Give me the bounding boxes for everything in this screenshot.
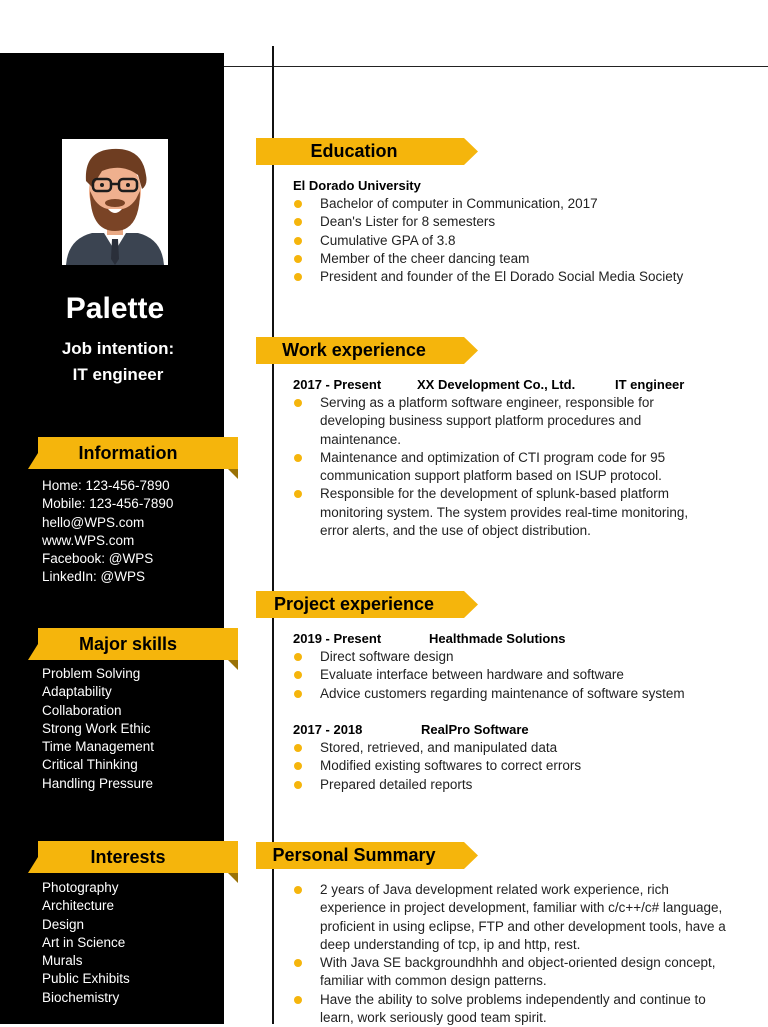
- work-list: [293, 394, 717, 540]
- project-item: Evaluate interface between hardware and software: [320, 667, 624, 683]
- information-list: [42, 477, 173, 587]
- work-role: IT engineer: [615, 377, 685, 392]
- summary-header: [256, 842, 478, 869]
- work-title: Work experience: [282, 340, 426, 360]
- work-period: 2017 - Present: [293, 377, 382, 392]
- skill-item: Strong Work Ethic: [42, 720, 151, 736]
- info-mobile-phone: Mobile: 123-456-7890: [42, 496, 174, 512]
- list-item: [293, 485, 717, 540]
- skills-title: Major skills: [78, 634, 178, 654]
- list-item: [293, 394, 717, 449]
- interests-list: [42, 879, 130, 1007]
- list-item: [293, 648, 733, 666]
- list-item: [293, 776, 733, 794]
- interest-item: Design: [42, 916, 85, 932]
- work-company: XX Development Co., Ltd.: [417, 377, 576, 392]
- project2-list: [293, 739, 733, 794]
- education-item: Bachelor of computer in Communication, 2017: [320, 196, 598, 211]
- education-school: El Dorado University: [293, 178, 421, 193]
- project-item: Advice customers regarding maintenance of software system: [320, 685, 685, 701]
- education-title: Education: [310, 141, 398, 161]
- list-item: [293, 757, 733, 775]
- bullet-icon: [294, 218, 302, 226]
- sidebar: [0, 53, 224, 1024]
- project2-period: 2017 - 2018: [293, 722, 363, 737]
- list-item: [293, 666, 733, 684]
- bullet-icon: [294, 671, 302, 679]
- work-header: [256, 337, 478, 364]
- bullet-icon: [294, 959, 302, 967]
- skill-item: Handling Pressure: [42, 775, 154, 791]
- list-item: [293, 213, 733, 231]
- list-item: [293, 954, 733, 991]
- bullet-icon: [294, 454, 302, 462]
- bullet-icon: [294, 744, 302, 752]
- project1-list: [293, 648, 733, 703]
- info-home-phone: Home: 123-456-7890: [42, 478, 170, 493]
- list-item: [293, 232, 733, 250]
- timeline-line: [272, 46, 274, 1024]
- info-facebook: Facebook: @WPS: [42, 551, 154, 567]
- project-item: Prepared detailed reports: [320, 776, 473, 792]
- bullet-icon: [294, 762, 302, 770]
- work-item: Maintenance and optimization of CTI program code for 95 communication support platform based on ISUP protocol.: [320, 449, 666, 484]
- skill-item: Collaboration: [42, 702, 122, 718]
- project2-company: RealPro Software: [421, 722, 529, 737]
- interest-item: Murals: [42, 953, 83, 969]
- list-item: [293, 881, 733, 954]
- bullet-icon: [294, 399, 302, 407]
- interest-item: Photography: [42, 880, 119, 895]
- interest-item: Art in Science: [42, 934, 126, 950]
- interest-item: Public Exhibits: [42, 971, 130, 987]
- job-intention-value: IT engineer: [72, 365, 164, 384]
- education-item: President and founder of the El Dorado Social Media Society: [320, 269, 684, 285]
- skill-item: Problem Solving: [42, 666, 141, 681]
- education-item: Member of the cheer dancing team: [320, 250, 530, 266]
- bullet-icon: [294, 653, 302, 661]
- list-item: [293, 449, 717, 486]
- bullet-icon: [294, 996, 302, 1004]
- bullet-icon: [294, 273, 302, 281]
- project1-company: Healthmade Solutions: [429, 631, 566, 646]
- top-divider: [224, 66, 768, 67]
- list-item: [293, 739, 733, 757]
- projects-title: Project experience: [273, 594, 435, 614]
- work-item: Serving as a platform software engineer, responsible for developing business support platform procedures and maintenance.: [320, 395, 654, 447]
- list-item: [293, 991, 733, 1027]
- list-item: [293, 250, 733, 268]
- project-item: Direct software design: [320, 649, 454, 664]
- interest-item: Architecture: [42, 898, 115, 914]
- education-list: [293, 195, 733, 286]
- bullet-icon: [294, 886, 302, 894]
- info-email: hello@WPS.com: [42, 514, 145, 530]
- bullet-icon: [294, 237, 302, 245]
- summary-title: Personal Summary: [272, 845, 436, 865]
- bullet-icon: [294, 690, 302, 698]
- interest-item: Biochemistry: [42, 989, 120, 1005]
- project-item: Modified existing softwares to correct errors: [320, 758, 582, 774]
- skill-item: Critical Thinking: [42, 757, 138, 773]
- bullet-icon: [294, 255, 302, 263]
- candidate-name: Palette: [65, 292, 165, 325]
- projects-header: [256, 591, 478, 618]
- info-website: www.WPS.com: [42, 532, 135, 548]
- skill-item: Time Management: [42, 739, 155, 755]
- summary-list: [293, 881, 733, 1027]
- skill-item: Adaptability: [42, 684, 112, 700]
- list-item: [293, 195, 733, 213]
- work-item: Responsible for the development of splunk-based platform monitoring system. The system provides real-time monitoring, error alerts, and the use of object distribution.: [320, 486, 689, 539]
- summary-item: With Java SE backgroundhhh and object-oriented design concept, familiar with common design patterns.: [320, 955, 716, 989]
- information-title: Information: [78, 443, 178, 463]
- bullet-icon: [294, 490, 302, 498]
- skills-list: [42, 665, 154, 793]
- project1-period: 2019 - Present: [293, 631, 382, 646]
- job-intention-label: Job intention:: [61, 339, 175, 358]
- bullet-icon: [294, 200, 302, 208]
- project-item: Stored, retrieved, and manipulated data: [320, 740, 558, 755]
- bullet-icon: [294, 781, 302, 789]
- summary-item: Have the ability to solve problems independently and continue to learn, work seriously good team spirit.: [320, 991, 706, 1026]
- avatar-illustration: [62, 139, 168, 265]
- info-linkedin: LinkedIn: @WPS: [42, 569, 145, 585]
- education-item: Cumulative GPA of 3.8: [320, 232, 456, 248]
- list-item: [293, 685, 733, 703]
- education-header: [256, 138, 478, 165]
- list-item: [293, 268, 733, 286]
- avatar: [62, 139, 168, 265]
- education-item: Dean's Lister for 8 semesters: [320, 214, 496, 230]
- interests-title: Interests: [90, 847, 166, 867]
- summary-item: 2 years of Java development related work experience, rich experience in project development, familiar with c/c++/c# language, proficient in using eclipse, FTP and other development tools, have a deep understanding of tcp, ip and http, rest.: [320, 882, 726, 952]
